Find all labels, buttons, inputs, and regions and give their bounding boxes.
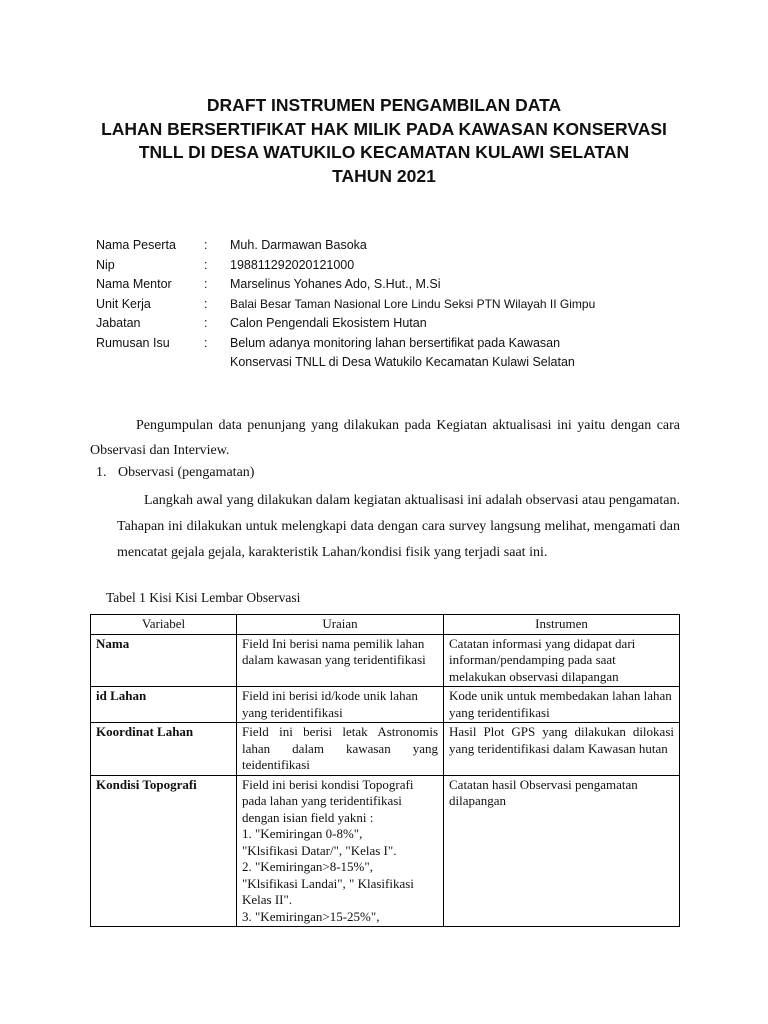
observasi-paragraph: Langkah awal yang dilakukan dalam kegiatan aktualisasi ini adalah observasi atau pengamatan. Tahapan ini dilakukan untuk melengkapi data dengan cara survey langsung melihat, mengamati dan mencatat gejala gejala, karakteristik Lahan/kondisi fisik yang terjadi saat ini. <box>117 493 680 560</box>
info-value: 198811292020121000 <box>230 257 355 272</box>
info-row-nip <box>96 256 610 276</box>
info-label: Nama Mentor <box>96 277 172 291</box>
table-row <box>91 723 680 776</box>
info-colon: : <box>204 296 208 311</box>
header-instrumen: Instrumen <box>444 615 680 635</box>
cell-instrumen: Catatan informasi yang didapat dari informan/pendamping pada saat melakukan observasi dilapangan <box>444 634 680 687</box>
cell-variabel: Nama <box>91 634 237 687</box>
info-colon: : <box>204 277 208 291</box>
participant-info <box>96 236 610 373</box>
info-value: Balai Besar Taman Nasional Lore Lindu Seksi PTN Wilayah II Gimpu <box>230 296 596 311</box>
table-row <box>91 775 680 927</box>
uraian-line: "Klsifikasi Landai", " Klasifikasi Kelas II". <box>242 875 414 907</box>
uraian-line: Field ini berisi kondisi Topografi pada lahan yang teridentifikasi dengan isian field yakni : <box>242 776 414 825</box>
cell-variabel: Koordinat Lahan <box>91 723 237 776</box>
table-caption: Tabel 1 Kisi Kisi Lembar Observasi <box>106 590 301 605</box>
info-colon: : <box>204 238 208 252</box>
intro-paragraph: Pengumpulan data penunjang yang dilakukan pada Kegiatan aktualisasi ini yaitu dengan cara Observasi dan Interview. <box>90 418 680 458</box>
uraian-line: "Klsifikasi Datar/", "Kelas I". <box>242 842 397 858</box>
info-label: Jabatan <box>96 316 141 330</box>
cell-variabel: id Lahan <box>91 687 237 723</box>
header-uraian: Uraian <box>237 615 444 635</box>
info-row-unit-kerja <box>96 295 610 315</box>
uraian-line: 3. "Kemiringan>15-25%", <box>242 908 380 924</box>
cell-uraian: Field ini berisi id/kode unik lahan yang teridentifikasi <box>237 687 444 723</box>
info-value: Muh. Darmawan Basoka <box>230 238 367 252</box>
section-heading-observasi <box>96 465 254 481</box>
table-row <box>91 687 680 723</box>
cell-uraian: Field Ini berisi nama pemilik lahan dalam kawasan yang teridentifikasi <box>237 634 444 687</box>
info-row-rumusan-isu <box>96 334 610 373</box>
info-label: Unit Kerja <box>96 296 151 311</box>
table-row <box>91 634 680 687</box>
title-line-2: LAHAN BERSERTIFIKAT HAK MILIK PADA KAWASAN KONSERVASI <box>101 118 667 139</box>
uraian-line: 2. "Kemiringan>8-15%", <box>242 859 373 874</box>
info-value: Belum adanya monitoring lahan bersertifikat pada Kawasan Konservasi TNLL di Desa Watukilo Kecamatan Kulawi Selatan <box>230 335 575 369</box>
section-title: Observasi (pengamatan) <box>118 465 255 480</box>
title-line-1: DRAFT INSTRUMEN PENGAMBILAN DATA <box>206 95 562 115</box>
title-line-4: TAHUN 2021 <box>332 165 436 186</box>
info-value: Calon Pengendali Ekosistem Hutan <box>230 316 427 330</box>
info-colon: : <box>204 257 208 272</box>
info-colon: : <box>204 316 208 330</box>
header-variabel: Variabel <box>91 615 237 635</box>
info-label: Nama Peserta <box>96 238 176 252</box>
info-value: Marselinus Yohanes Ado, S.Hut., M.Si <box>230 277 441 291</box>
info-colon: : <box>204 335 208 350</box>
section-number: 1. <box>96 465 107 480</box>
table-header-row <box>91 615 680 635</box>
observation-grid-table <box>90 614 680 927</box>
cell-instrumen: Catatan hasil Observasi pengamatan dilapangan <box>444 775 680 927</box>
cell-uraian: Field ini berisi letak Astronomis lahan dalam kawasan yang teidentifikasi <box>237 723 444 776</box>
cell-variabel: Kondisi Topografi <box>91 775 237 927</box>
info-label: Rumusan Isu <box>96 335 170 350</box>
cell-instrumen: Kode unik untuk membedakan lahan lahan yang teridentifikasi <box>444 687 680 723</box>
info-label: Nip <box>96 257 115 272</box>
cell-uraian <box>237 775 444 927</box>
document-title <box>0 94 768 188</box>
cell-instrumen: Hasil Plot GPS yang dilakukan dilokasi yang teridentifikasi dalam Kawasan hutan <box>444 723 680 776</box>
uraian-line: 1. "Kemiringan 0-8%", <box>242 826 363 841</box>
info-row-nama-peserta <box>96 236 610 256</box>
info-row-jabatan <box>96 314 610 334</box>
info-row-nama-mentor <box>96 275 610 295</box>
title-line-3: TNLL DI DESA WATUKILO KECAMATAN KULAWI SELATAN <box>138 142 630 162</box>
